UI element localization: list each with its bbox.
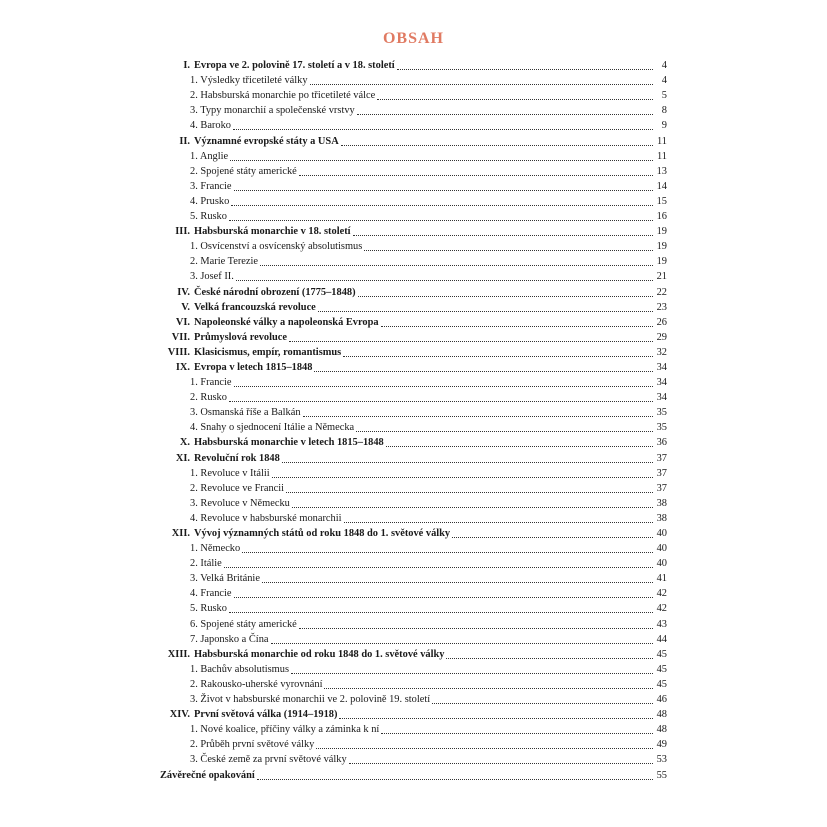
toc-chapter-entry	[158, 314, 667, 329]
dot-leader	[357, 113, 653, 115]
toc-entry-label: 2. Revoluce ve Francii	[190, 482, 285, 494]
toc-entry-label: 4. Francie	[190, 588, 232, 600]
toc-page-number: 34	[656, 361, 667, 373]
toc-entry-label: První světová válka (1914–1918)	[194, 709, 338, 721]
dot-leader	[316, 747, 653, 749]
dot-leader	[381, 325, 653, 327]
toc-chapter-number: X.	[179, 437, 190, 449]
dot-leader	[299, 627, 653, 629]
toc-entry-label: 3. Život v habsburské monarchii ve 2. polovině 19. století	[190, 694, 431, 706]
toc-page-number: 34	[656, 377, 667, 389]
toc-page-number: 40	[656, 558, 667, 570]
dot-leader	[229, 219, 653, 221]
dot-leader	[262, 581, 653, 583]
toc-subsection-entry	[158, 72, 667, 87]
toc-chapter-entry	[158, 223, 667, 238]
toc-subsection-entry	[158, 736, 667, 751]
toc-entry-label: 4. Baroko	[190, 120, 231, 132]
toc-subsection-entry	[158, 540, 667, 555]
toc-chapter-number: XII.	[171, 528, 190, 539]
toc-chapter-entry	[158, 57, 667, 72]
toc-subsection-entry	[158, 721, 667, 736]
toc-entry-label: 1. Bachův absolutismus	[190, 663, 289, 675]
toc-subsection-entry	[158, 691, 667, 706]
toc-subsection-entry	[158, 600, 667, 615]
toc-page-number: 29	[656, 331, 667, 343]
dot-leader	[364, 249, 653, 251]
toc-subsection-entry	[158, 117, 667, 132]
toc-entry-label: Evropa ve 2. polovině 17. století a v 18. století	[194, 60, 395, 72]
toc-entry-label: 3. České země za první světové války	[190, 754, 347, 766]
toc-subsection-entry	[158, 661, 667, 676]
toc-subsection-entry	[158, 178, 667, 193]
dot-leader	[358, 295, 653, 297]
toc-subsection-entry	[158, 148, 667, 163]
dot-leader	[299, 174, 653, 176]
toc-page-number: 48	[656, 709, 667, 721]
toc-subsection-entry	[158, 419, 667, 434]
toc-entry-label: 2. Rusko	[190, 392, 227, 404]
toc-subsection-entry	[158, 163, 667, 178]
toc-page-number: 26	[656, 316, 667, 328]
toc-page-number: 5	[661, 90, 667, 102]
toc-page-number: 4	[661, 60, 667, 72]
dot-leader	[234, 596, 653, 598]
toc-subsection-entry	[158, 389, 667, 404]
toc-chapter-number: IX.	[175, 361, 190, 373]
dot-leader	[386, 445, 653, 447]
dot-leader	[229, 400, 653, 402]
toc-chapter-number: V.	[181, 301, 190, 313]
toc-entry-label: Klasicismus, empír, romantismus	[194, 346, 342, 358]
toc-subsection-entry	[158, 495, 667, 510]
toc-chapter-entry	[158, 132, 667, 147]
toc-subsection-entry	[158, 585, 667, 600]
toc-page-number: 34	[656, 392, 667, 404]
toc-chapter-number: XIII.	[167, 648, 190, 660]
toc-page-number: 37	[656, 467, 667, 479]
toc-subsection-entry	[158, 480, 667, 495]
toc-entry-label: 3. Revoluce v Německu	[190, 497, 290, 509]
toc-entry-label: 1. Nové koalice, příčiny války a záminka k ní	[190, 724, 380, 736]
toc-subsection-entry	[158, 208, 667, 223]
dot-leader	[234, 385, 653, 387]
dot-leader	[291, 672, 653, 674]
toc-chapter-number: VII.	[171, 331, 190, 343]
toc-entry-label: Velká francouzská revoluce	[194, 301, 316, 313]
toc-entry-label: 5. Rusko	[190, 211, 227, 223]
toc-entry-label: Revoluční rok 1848	[194, 452, 280, 464]
toc-subsection-entry	[158, 510, 667, 525]
toc-subsection-entry	[158, 102, 667, 117]
dot-leader	[272, 476, 653, 478]
toc-subsection-entry	[158, 238, 667, 253]
toc-closing-entry	[158, 766, 667, 781]
toc-page-number: 44	[656, 633, 667, 645]
dot-leader	[230, 159, 653, 161]
dot-leader	[377, 98, 653, 100]
toc-entry-label: Evropa v letech 1815–1848	[194, 361, 313, 373]
toc-page-number: 40	[656, 528, 667, 539]
toc-chapter-entry	[158, 359, 667, 374]
toc-chapter-number: IV.	[177, 286, 190, 298]
toc-page-number: 13	[656, 165, 667, 177]
toc-page-number: 35	[656, 422, 667, 434]
toc-entry-label: České národní obrození (1775–1848)	[194, 286, 356, 298]
dot-leader	[349, 762, 653, 764]
toc-entry-label: 3. Francie	[190, 180, 232, 192]
table-of-contents	[158, 57, 667, 782]
toc-entry-label: 2. Itálie	[190, 558, 222, 570]
toc-chapter-entry	[158, 299, 667, 314]
toc-page-number: 14	[656, 180, 667, 192]
dot-leader	[310, 83, 653, 85]
toc-page-number: 8	[661, 105, 667, 117]
dot-leader	[289, 340, 653, 342]
toc-page-number: 45	[656, 678, 667, 690]
dot-leader	[381, 732, 653, 734]
toc-entry-label: 1. Anglie	[190, 150, 229, 162]
dot-leader	[233, 128, 653, 130]
toc-chapter-entry	[158, 283, 667, 298]
toc-chapter-number: VIII.	[167, 346, 190, 358]
page-title: OBSAH	[382, 30, 444, 47]
toc-page-number: 15	[656, 195, 667, 207]
toc-chapter-number: II.	[179, 135, 190, 147]
dot-leader	[260, 264, 653, 266]
dot-leader	[353, 234, 653, 236]
toc-entry-label: 6. Spojené státy americké	[190, 618, 297, 630]
dot-leader	[339, 717, 653, 719]
dot-leader	[303, 415, 653, 417]
toc-chapter-number: III.	[175, 226, 190, 238]
toc-chapter-number: VI.	[175, 316, 190, 328]
toc-page-number: 36	[656, 437, 667, 449]
toc-page-number: 21	[656, 271, 667, 283]
toc-chapter-entry	[158, 449, 667, 464]
dot-leader	[314, 370, 653, 372]
toc-entry-label: 1. Francie	[190, 377, 232, 389]
dot-leader	[271, 642, 654, 644]
toc-subsection-entry	[158, 631, 667, 646]
toc-subsection-entry	[158, 751, 667, 766]
toc-page-number: 19	[656, 256, 667, 268]
toc-entry-label: Vývoj významných států od roku 1848 do 1. světové války	[194, 528, 451, 539]
dot-leader	[257, 778, 653, 780]
toc-subsection-entry	[158, 374, 667, 389]
dot-leader	[282, 461, 653, 463]
toc-subsection-entry	[158, 676, 667, 691]
toc-page-number: 9	[661, 120, 667, 132]
toc-entry-label: Habsburská monarchie v 18. století	[194, 226, 351, 238]
toc-page-number: 40	[656, 543, 667, 555]
toc-chapter-number: XIV.	[169, 709, 190, 721]
toc-page-number: 16	[656, 211, 667, 223]
toc-page-number: 42	[656, 588, 667, 600]
dot-leader	[229, 611, 653, 613]
toc-entry-label: 7. Japonsko a Čína	[190, 633, 269, 645]
toc-entry-label: 2. Habsburská monarchie po třicetileté válce	[190, 90, 376, 102]
toc-chapter-entry	[158, 706, 667, 721]
toc-page-number: 37	[656, 452, 667, 464]
toc-subsection-entry	[158, 570, 667, 585]
dot-leader	[446, 657, 653, 659]
dot-leader	[343, 355, 653, 357]
toc-entry-label: 1. Revoluce v Itálii	[190, 467, 270, 479]
dot-leader	[231, 204, 653, 206]
toc-page-number: 38	[656, 497, 667, 509]
dot-leader	[341, 144, 653, 146]
toc-subsection-entry	[158, 87, 667, 102]
toc-chapter-entry	[158, 329, 667, 344]
toc-entry-label: 3. Velká Británie	[190, 573, 260, 585]
toc-chapter-entry	[158, 434, 667, 449]
toc-subsection-entry	[158, 253, 667, 268]
toc-subsection-entry	[158, 555, 667, 570]
toc-subsection-entry	[158, 465, 667, 480]
toc-page-number: 42	[656, 603, 667, 615]
toc-page-number: 49	[656, 739, 667, 751]
toc-subsection-entry	[158, 615, 667, 630]
toc-page-number: 38	[656, 512, 667, 524]
toc-page-number: 43	[656, 618, 667, 630]
toc-entry-label: 3. Osmanská říše a Balkán	[190, 407, 301, 419]
dot-leader	[234, 189, 653, 191]
toc-page-number: 23	[656, 301, 667, 313]
toc-chapter-number: XI.	[175, 452, 190, 464]
toc-page-number: 4	[661, 75, 667, 87]
toc-entry-label: 3. Typy monarchií a společenské vrstvy	[190, 105, 355, 117]
toc-page-number: 19	[656, 226, 667, 238]
toc-entry-label: 1. Osvícenství a osvícenský absolutismus	[190, 241, 363, 253]
toc-entry-label: 4. Prusko	[190, 195, 230, 207]
toc-page-number: 45	[656, 663, 667, 675]
toc-entry-label: 4. Revoluce v habsburské monarchii	[190, 512, 342, 524]
toc-page-number: 35	[656, 407, 667, 419]
dot-leader	[432, 702, 653, 704]
toc-page-number: 19	[656, 241, 667, 253]
dot-leader	[344, 521, 654, 523]
toc-entry-label: 1. Německo	[190, 543, 241, 555]
toc-page-number: 55	[656, 769, 667, 781]
toc-page-number: 48	[656, 724, 667, 736]
toc-entry-label: 3. Josef II.	[190, 271, 234, 283]
toc-entry-label: 2. Spojené státy americké	[190, 165, 297, 177]
toc-page-number: 41	[656, 573, 667, 585]
dot-leader	[236, 279, 653, 281]
dot-leader	[356, 430, 653, 432]
toc-subsection-entry	[158, 404, 667, 419]
dot-leader	[292, 506, 653, 508]
toc-page-number: 37	[656, 482, 667, 494]
toc-entry-label: Habsburská monarchie v letech 1815–1848	[194, 437, 384, 449]
toc-entry-label: Habsburská monarchie od roku 1848 do 1. světové války	[194, 648, 445, 660]
toc-entry-label: 2. Marie Terezie	[190, 256, 259, 268]
toc-page-number: 11	[656, 150, 667, 162]
toc-entry-label: 1. Výsledky třicetileté války	[190, 75, 308, 87]
toc-entry-label: Napoleonské války a napoleonská Evropa	[194, 316, 379, 328]
dot-leader	[286, 491, 653, 493]
toc-entry-label: Významné evropské státy a USA	[194, 135, 339, 147]
toc-chapter-entry	[158, 646, 667, 661]
toc-page-number: 32	[656, 346, 667, 358]
toc-page-number: 45	[656, 648, 667, 660]
dot-leader	[397, 68, 653, 70]
toc-chapter-number: I.	[183, 60, 190, 72]
toc-page-number: 11	[656, 135, 667, 147]
toc-chapter-entry	[158, 344, 667, 359]
dot-leader	[318, 310, 653, 312]
toc-subsection-entry	[158, 268, 667, 283]
toc-entry-label: 4. Snahy o sjednocení Itálie a Německa	[190, 422, 355, 434]
toc-page-number: 53	[656, 754, 667, 766]
toc-entry-label: Závěrečné opakování	[160, 769, 255, 781]
toc-entry-label: 2. Průběh první světové války	[190, 739, 315, 751]
dot-leader	[452, 536, 653, 538]
toc-entry-label: 2. Rakousko-uherské vyrovnání	[190, 678, 323, 690]
toc-page-number: 46	[656, 694, 667, 706]
dot-leader	[224, 566, 653, 568]
toc-chapter-entry	[158, 525, 667, 540]
dot-leader	[324, 687, 653, 689]
toc-entry-label: 5. Rusko	[190, 603, 227, 615]
toc-entry-label: Průmyslová revoluce	[194, 331, 288, 343]
dot-leader	[242, 551, 653, 553]
toc-page-number: 22	[656, 286, 667, 298]
toc-subsection-entry	[158, 193, 667, 208]
